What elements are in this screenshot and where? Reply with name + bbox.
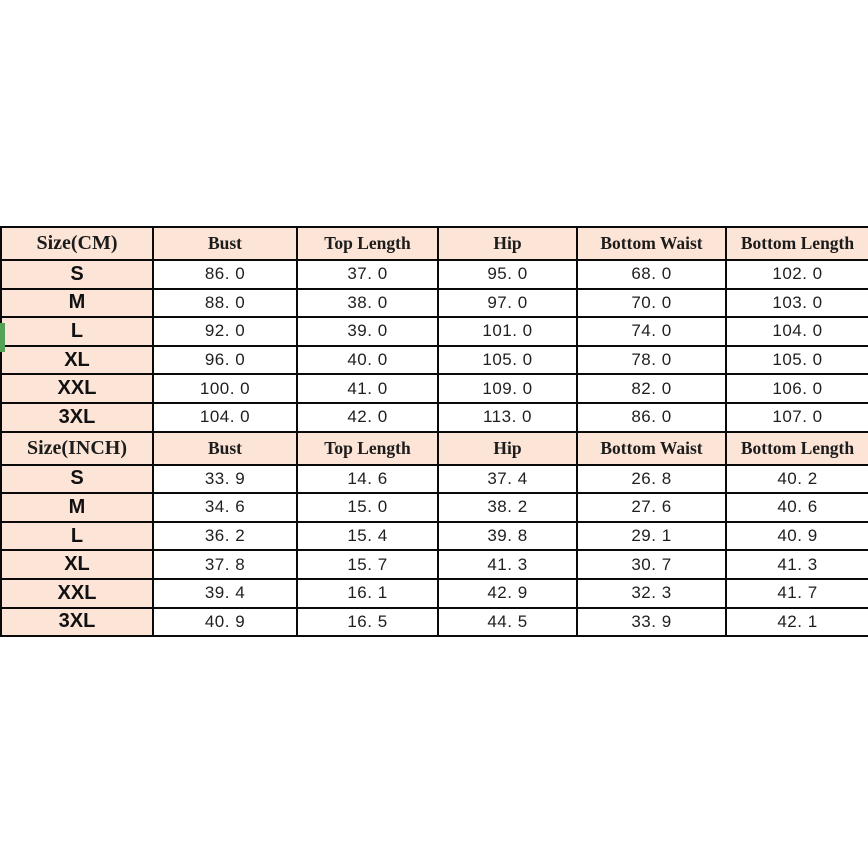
size-label-cell: M [1,493,153,522]
measurement-cell: 14. 6 [297,465,438,494]
table-row [1,374,868,403]
size-label-cell: XL [1,346,153,375]
measurement-cell: 40. 0 [297,346,438,375]
table-row [1,317,868,346]
column-header-bottom-length: Bottom Length [726,227,868,260]
size-label-cell: M [1,289,153,318]
measurement-cell: 40. 9 [726,522,868,551]
measurement-cell: 16. 1 [297,579,438,608]
measurement-cell: 104. 0 [153,403,297,432]
measurement-cell: 95. 0 [438,260,577,289]
measurement-cell: 113. 0 [438,403,577,432]
measurement-cell: 109. 0 [438,374,577,403]
measurement-cell: 78. 0 [577,346,726,375]
size-label-cell: XXL [1,579,153,608]
measurement-cell: 15. 0 [297,493,438,522]
measurement-cell: 105. 0 [726,346,868,375]
measurement-cell: 41. 3 [726,550,868,579]
section-title-inch: Size(INCH) [1,432,153,465]
size-label-cell: L [1,522,153,551]
table-row [1,260,868,289]
measurement-cell: 30. 7 [577,550,726,579]
measurement-cell: 37. 8 [153,550,297,579]
measurement-cell: 41. 3 [438,550,577,579]
measurement-cell: 42. 9 [438,579,577,608]
measurement-cell: 37. 4 [438,465,577,494]
measurement-cell: 34. 6 [153,493,297,522]
measurement-cell: 26. 8 [577,465,726,494]
table-row [1,493,868,522]
measurement-cell: 42. 1 [726,608,868,637]
size-label-cell: 3XL [1,608,153,637]
measurement-cell: 74. 0 [577,317,726,346]
column-header-bottom-waist: Bottom Waist [577,432,726,465]
table-row [1,346,868,375]
measurement-cell: 27. 6 [577,493,726,522]
measurement-cell: 105. 0 [438,346,577,375]
measurement-cell: 100. 0 [153,374,297,403]
measurement-cell: 88. 0 [153,289,297,318]
size-label-cell: S [1,260,153,289]
measurement-cell: 106. 0 [726,374,868,403]
measurement-cell: 40. 6 [726,493,868,522]
measurement-cell: 104. 0 [726,317,868,346]
measurement-cell: 16. 5 [297,608,438,637]
measurement-cell: 82. 0 [577,374,726,403]
measurement-cell: 38. 2 [438,493,577,522]
measurement-cell: 32. 3 [577,579,726,608]
measurement-cell: 70. 0 [577,289,726,318]
table-row [1,465,868,494]
green-edge-mark [0,323,5,352]
column-header-hip: Hip [438,227,577,260]
measurement-cell: 102. 0 [726,260,868,289]
measurement-cell: 15. 7 [297,550,438,579]
measurement-cell: 44. 5 [438,608,577,637]
size-label-cell: XXL [1,374,153,403]
measurement-cell: 38. 0 [297,289,438,318]
size-label-cell: L [1,317,153,346]
table-row [1,550,868,579]
measurement-cell: 101. 0 [438,317,577,346]
size-label-cell: 3XL [1,403,153,432]
size-label-cell: S [1,465,153,494]
measurement-cell: 86. 0 [577,403,726,432]
section-title-cm: Size(CM) [1,227,153,260]
column-header-bust: Bust [153,227,297,260]
measurement-cell: 39. 0 [297,317,438,346]
measurement-cell: 103. 0 [726,289,868,318]
measurement-cell: 42. 0 [297,403,438,432]
table-header-row-inch [1,432,868,465]
table-header-row-cm [1,227,868,260]
measurement-cell: 39. 4 [153,579,297,608]
measurement-cell: 107. 0 [726,403,868,432]
table-row [1,608,868,637]
table-row [1,289,868,318]
measurement-cell: 41. 7 [726,579,868,608]
measurement-cell: 41. 0 [297,374,438,403]
measurement-cell: 36. 2 [153,522,297,551]
column-header-top-length: Top Length [297,227,438,260]
measurement-cell: 39. 8 [438,522,577,551]
table-row [1,522,868,551]
column-header-hip: Hip [438,432,577,465]
measurement-cell: 96. 0 [153,346,297,375]
column-header-top-length: Top Length [297,432,438,465]
table-row [1,579,868,608]
column-header-bust: Bust [153,432,297,465]
measurement-cell: 86. 0 [153,260,297,289]
size-chart-table [0,226,868,637]
measurement-cell: 92. 0 [153,317,297,346]
measurement-cell: 29. 1 [577,522,726,551]
measurement-cell: 37. 0 [297,260,438,289]
measurement-cell: 40. 9 [153,608,297,637]
measurement-cell: 33. 9 [153,465,297,494]
measurement-cell: 15. 4 [297,522,438,551]
column-header-bottom-waist: Bottom Waist [577,227,726,260]
column-header-bottom-length: Bottom Length [726,432,868,465]
measurement-cell: 40. 2 [726,465,868,494]
measurement-cell: 97. 0 [438,289,577,318]
size-label-cell: XL [1,550,153,579]
measurement-cell: 33. 9 [577,608,726,637]
table-row [1,403,868,432]
measurement-cell: 68. 0 [577,260,726,289]
